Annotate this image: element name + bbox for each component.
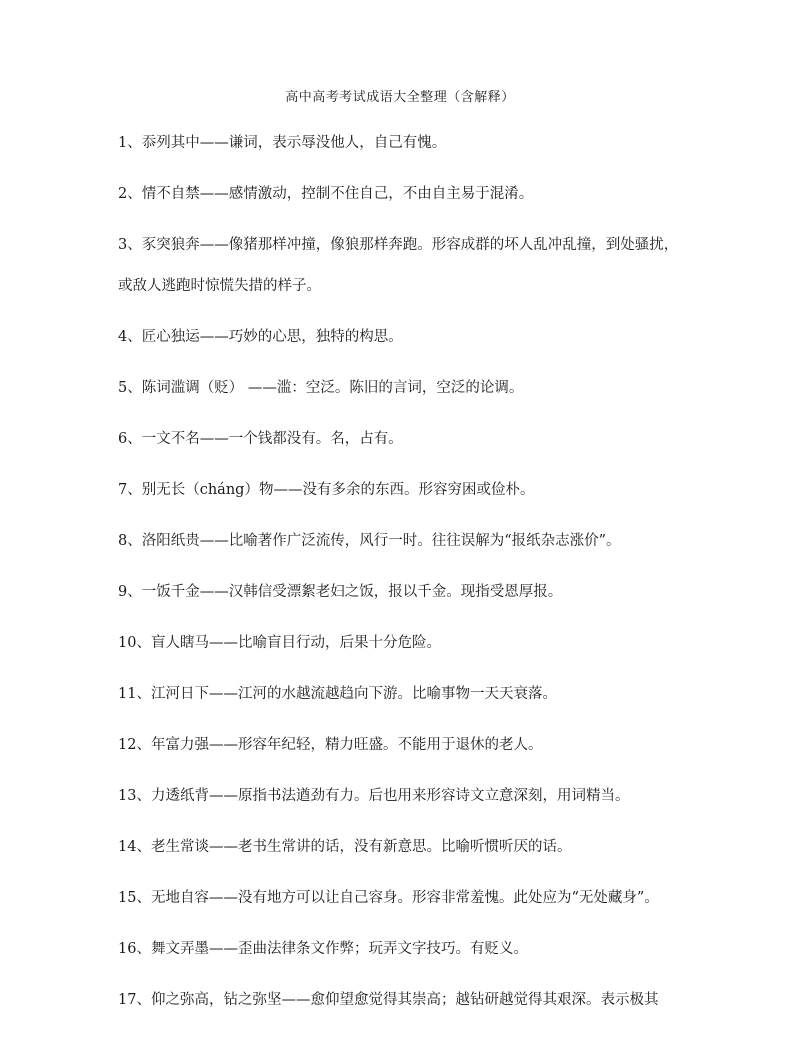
list-item — [118, 132, 703, 154]
entry-text: 16、舞文弄墨——歪曲法律条文作弊；玩弄文字技巧。有贬义。 — [118, 941, 528, 957]
list-item — [118, 836, 703, 858]
entry-text: 1、忝列其中——谦词，表示辱没他人，自己有愧。 — [118, 135, 447, 151]
list-item — [118, 183, 703, 205]
list-item — [118, 989, 703, 1011]
entry-text: 2、情不自禁——感情激动，控制不住自己，不由自主易于混淆。 — [118, 186, 534, 202]
entry-text: 5、陈词滥调（贬） ——滥：空泛。陈旧的言词，空泛的论调。 — [118, 380, 524, 396]
list-item — [118, 785, 703, 807]
entry-text: 6、一文不名——一个钱都没有。名，占有。 — [118, 431, 403, 447]
list-item — [118, 683, 703, 705]
entry-text: 11、江河日下——江河的水越流越趋向下游。比喻事物一天天衰落。 — [118, 686, 557, 702]
list-item — [118, 938, 703, 960]
entry-text: 10、盲人瞎马——比喻盲目行动，后果十分危险。 — [118, 635, 441, 651]
list-item — [118, 377, 703, 399]
entry-text: 4、匠心独运——巧妙的心思，独特的构思。 — [118, 329, 403, 345]
entry-text: 14、老生常谈——老书生常讲的话，没有新意思。比喻听惯听厌的话。 — [118, 839, 572, 855]
entry-text: 7、别无长（cháng）物——没有多余的东西。形容穷困或俭朴。 — [118, 482, 535, 498]
entry-text: 12、年富力强——形容年纪轻，精力旺盛。不能用于退休的老人。 — [118, 737, 543, 753]
list-item — [118, 428, 703, 450]
entry-text: 15、无地自容——没有地方可以让自己容身。形容非常羞愧。此处应为“无处藏身”。 — [118, 890, 659, 906]
entry-text: 3、豕突狼奔——像猪那样冲撞，像狼那样奔跑。形容成群的坏人乱冲乱撞，到处骚扰， — [118, 237, 679, 253]
entry-text: 9、一饭千金——汉韩信受漂絮老妇之饭，报以千金。现指受恩厚报。 — [118, 584, 563, 600]
list-item — [118, 581, 703, 603]
entry-text: 8、洛阳纸贵——比喻著作广泛流传，风行一时。往往误解为“报纸杂志涨价”。 — [118, 533, 621, 549]
entry-text: 13、力透纸背——原指书法遒劲有力。后也用来形容诗文立意深刻，用词精当。 — [118, 788, 630, 804]
list-item — [118, 734, 703, 756]
entry-text: 17、仰之弥高，钻之弥坚——愈仰望愈觉得其崇高；越钻研越觉得其艰深。表示极其 — [118, 992, 659, 1008]
list-item — [118, 234, 703, 297]
idiom-list — [118, 132, 703, 1040]
list-item — [118, 530, 703, 552]
list-item — [118, 632, 703, 654]
list-item — [118, 887, 703, 909]
document-title: 高中高考考试成语大全整理（含解释） — [285, 90, 515, 105]
entry-text-continued: 或敌人逃跑时惊慌失措的样子。 — [118, 278, 321, 294]
list-item — [118, 326, 703, 348]
list-item — [118, 479, 703, 501]
